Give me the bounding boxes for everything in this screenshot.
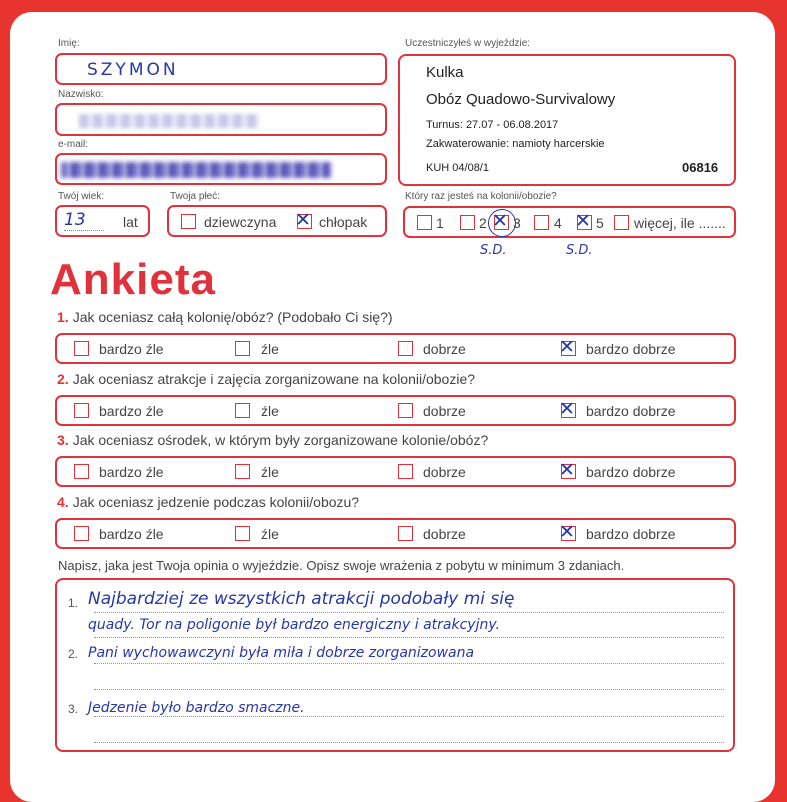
question-number: 3. (57, 432, 69, 448)
answer-checkbox[interactable] (398, 341, 413, 356)
answer-checkbox[interactable] (74, 464, 89, 479)
question-number: 1. (57, 309, 69, 325)
times-option-3: 3 (513, 215, 521, 231)
trip-card (398, 54, 736, 186)
answer-checkbox[interactable] (74, 341, 89, 356)
answer-checkbox[interactable] (398, 526, 413, 541)
writing-line (94, 716, 724, 717)
opinion-text-line-1a: Najbardziej ze wszystkich atrakcji podobały mi się (88, 589, 515, 609)
answer-checkbox[interactable] (559, 521, 576, 543)
answer-checkbox[interactable] (559, 336, 576, 358)
answer-option: dobrze (423, 464, 466, 480)
answer-option: bardzo dobrze (586, 403, 676, 419)
writing-line (94, 742, 724, 743)
times-field (403, 206, 736, 238)
line-number-2: 2. (68, 647, 79, 661)
age-unit: lat (123, 214, 138, 230)
writing-line (94, 612, 724, 613)
answer-option: bardzo dobrze (586, 526, 676, 542)
check-mark-icon: ✕ (559, 398, 575, 420)
times-option-more: więcej, ile ....... (634, 215, 726, 231)
check-mark-icon: ✕ (559, 336, 575, 358)
times-checkbox-2[interactable] (460, 215, 475, 230)
trip-label: Uczestniczyłeś w wyjeździe: (405, 38, 531, 49)
email-field[interactable] (55, 153, 387, 185)
gender-checkbox-boy[interactable] (295, 209, 312, 231)
age-field[interactable] (55, 205, 150, 237)
handwritten-note-2: S.D. (566, 243, 593, 258)
opinion-text-line-1b: quady. Tor na poligonie był bardzo energiczny i atrakcyjny. (88, 617, 500, 633)
trip-name-1: Kulka (426, 64, 464, 81)
handwritten-note-1: S.D. (480, 243, 507, 258)
name-value: SZYMON (87, 60, 179, 80)
answer-checkbox[interactable] (74, 403, 89, 418)
answer-row-3 (55, 456, 736, 487)
answer-option: bardzo źle (99, 341, 164, 357)
answer-option: źle (261, 464, 279, 480)
surname-label: Nazwisko: (58, 89, 104, 100)
email-label: e-mail: (58, 139, 89, 150)
writing-line (94, 637, 724, 638)
times-option-5: 5 (596, 215, 604, 231)
surname-field[interactable] (55, 103, 387, 136)
times-option-4: 4 (554, 215, 562, 231)
question-text: Jak oceniasz atrakcje i zajęcia zorganizowane na kolonii/obozie? (72, 371, 476, 387)
answer-checkbox[interactable] (559, 398, 576, 420)
answer-checkbox[interactable] (398, 403, 413, 418)
times-label: Który raz jesteś na kolonii/obozie? (405, 191, 557, 202)
answer-option: dobrze (423, 403, 466, 419)
times-checkbox-1[interactable] (417, 215, 432, 230)
answer-checkbox[interactable] (398, 464, 413, 479)
answer-checkbox[interactable] (559, 459, 576, 481)
question-text: Jak oceniasz całą kolonię/obóz? (Podobało Ci się?) (72, 309, 393, 325)
gender-option-boy: chłopak (319, 214, 368, 230)
check-mark-icon: ✕ (295, 209, 311, 231)
check-mark-icon: ✕ (575, 210, 591, 232)
trip-code: KUH 04/08/1 (426, 162, 489, 174)
surname-redacted (79, 114, 259, 128)
times-option-2: 2 (479, 215, 487, 231)
times-checkbox-more[interactable] (614, 215, 629, 230)
answer-row-2 (55, 395, 736, 426)
answer-option: bardzo dobrze (586, 464, 676, 480)
answer-checkbox[interactable] (235, 403, 250, 418)
times-checkbox-5[interactable] (575, 210, 592, 232)
gender-field (167, 205, 387, 237)
trip-turnus: Turnus: 27.07 - 06.08.2017 (426, 119, 559, 131)
age-label: Twój wiek: (58, 191, 105, 202)
trip-number: 06816 (682, 160, 719, 175)
opinion-text-line-3: Jedzenie było bardzo smaczne. (88, 700, 305, 716)
question-3 (57, 432, 488, 448)
answer-option: źle (261, 341, 279, 357)
answer-option: dobrze (423, 526, 466, 542)
times-option-1: 1 (436, 215, 444, 231)
answer-option: bardzo źle (99, 464, 164, 480)
check-mark-icon: ✕ (559, 459, 575, 481)
question-number: 4. (57, 494, 69, 510)
check-mark-icon: ✕ (492, 210, 508, 232)
name-label: Imię: (58, 38, 80, 49)
times-checkbox-4[interactable] (534, 215, 549, 230)
form-title: Ankieta (50, 255, 216, 304)
writing-line (94, 663, 724, 664)
trip-accommodation: Zakwaterowanie: namioty harcerskie (426, 138, 605, 150)
answer-row-4 (55, 518, 736, 549)
opinion-prompt: Napisz, jaka jest Twoja opinia o wyjeździe. Opisz swoje wrażenia z pobytu w minimum 3 zdaniach. (58, 558, 625, 573)
answer-checkbox[interactable] (235, 526, 250, 541)
gender-checkbox-girl[interactable] (181, 214, 196, 229)
check-mark-icon: ✕ (559, 521, 575, 543)
answer-row-1 (55, 333, 736, 364)
answer-checkbox[interactable] (235, 341, 250, 356)
question-2 (57, 371, 475, 387)
line-number-3: 3. (68, 702, 79, 716)
age-value: 13 (64, 210, 104, 231)
question-4 (57, 494, 359, 510)
question-text: Jak oceniasz jedzenie podczas kolonii/obozu? (72, 494, 360, 510)
answer-option: bardzo źle (99, 526, 164, 542)
answer-option: bardzo źle (99, 403, 164, 419)
answer-checkbox[interactable] (235, 464, 250, 479)
name-field[interactable] (55, 53, 387, 85)
line-number-1: 1. (68, 596, 79, 610)
writing-line (94, 689, 724, 690)
gender-label: Twoja płeć: (170, 191, 221, 202)
answer-option: bardzo dobrze (586, 341, 676, 357)
question-1 (57, 309, 393, 325)
circle-mark-icon (488, 209, 516, 237)
answer-option: źle (261, 403, 279, 419)
answer-option: źle (261, 526, 279, 542)
question-text: Jak oceniasz ośrodek, w którym były zorganizowane kolonie/obóz? (72, 432, 489, 448)
answer-checkbox[interactable] (74, 526, 89, 541)
question-number: 2. (57, 371, 69, 387)
gender-option-girl: dziewczyna (204, 214, 277, 230)
opinion-text-line-2: Pani wychowawczyni była miła i dobrze zorganizowana (88, 645, 475, 661)
answer-option: dobrze (423, 341, 466, 357)
trip-name-2: Obóz Quadowo-Survivalowy (426, 91, 616, 108)
email-redacted (61, 162, 331, 178)
